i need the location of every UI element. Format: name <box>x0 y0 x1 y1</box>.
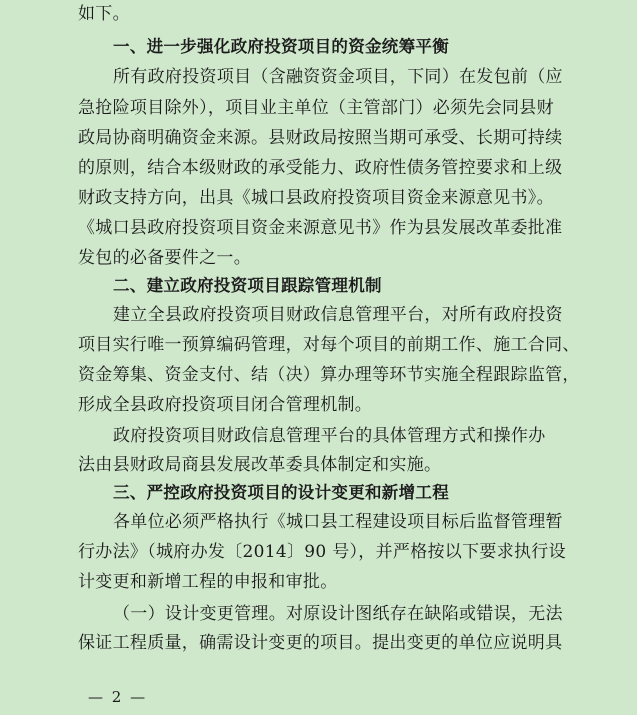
text-line: 《城口县政府投资项目资金来源意见书》作为县发展改革委批准 <box>78 218 563 238</box>
text-line: 急抢险项目除外），项目业主单位（主管部门）必须先会同县财 <box>78 98 554 118</box>
section-heading-3: 三、严控政府投资项目的设计变更和新增工程 <box>113 483 449 502</box>
page-number: — 2 — <box>88 688 148 706</box>
text-line: 建立全县政府投资项目财政信息管理平台，对所有政府投资 <box>113 305 563 325</box>
text-line: 财政支持方向，出具《城口县政府投资项目资金来源意见书》。 <box>78 188 554 208</box>
text-line: 如下。 <box>78 4 130 24</box>
text-line: 形成全县政府投资项目闭合管理机制。 <box>78 395 373 415</box>
text-line: 资金筹集、资金支付、结（决）算办理等环节实施全程跟踪监管， <box>78 365 580 385</box>
text-line: 所有政府投资项目（含融资资金项目，下同）在发包前（应 <box>113 67 563 87</box>
text-line: （一）设计变更管理。对原设计图纸存在缺陷或错误，无法 <box>113 604 563 624</box>
section-heading-1: 一、进一步强化政府投资项目的资金统筹平衡 <box>113 37 449 56</box>
text-line: 计变更和新增工程的申报和审批。 <box>78 572 338 592</box>
text-line: 行办法》（城府办发〔2014〕90 号），并严格按以下要求执行设 <box>78 542 566 562</box>
text-line: 发包的必备要件之一。 <box>78 248 251 268</box>
text-line: 政府投资项目财政信息管理平台的具体管理方式和操作办 <box>113 426 546 446</box>
text-line: 政局协商明确资金来源。县财政局按照当期可承受、长期可持续 <box>78 128 563 148</box>
text-line: 保证工程质量，确需设计变更的项目。提出变更的单位应说明具 <box>78 633 563 653</box>
text-line: 项目实行唯一预算编码管理，对每个项目的前期工作、施工合同、 <box>78 335 580 355</box>
text-line: 各单位必须严格执行《城口县工程建设项目标后监督管理暂 <box>113 512 563 532</box>
text-line: 的原则，结合本级财政的承受能力、政府性债务管控要求和上级 <box>78 158 563 178</box>
text-line: 法由县财政局商县发展改革委具体制定和实施。 <box>78 455 442 475</box>
section-heading-2: 二、建立政府投资项目跟踪管理机制 <box>113 276 382 295</box>
